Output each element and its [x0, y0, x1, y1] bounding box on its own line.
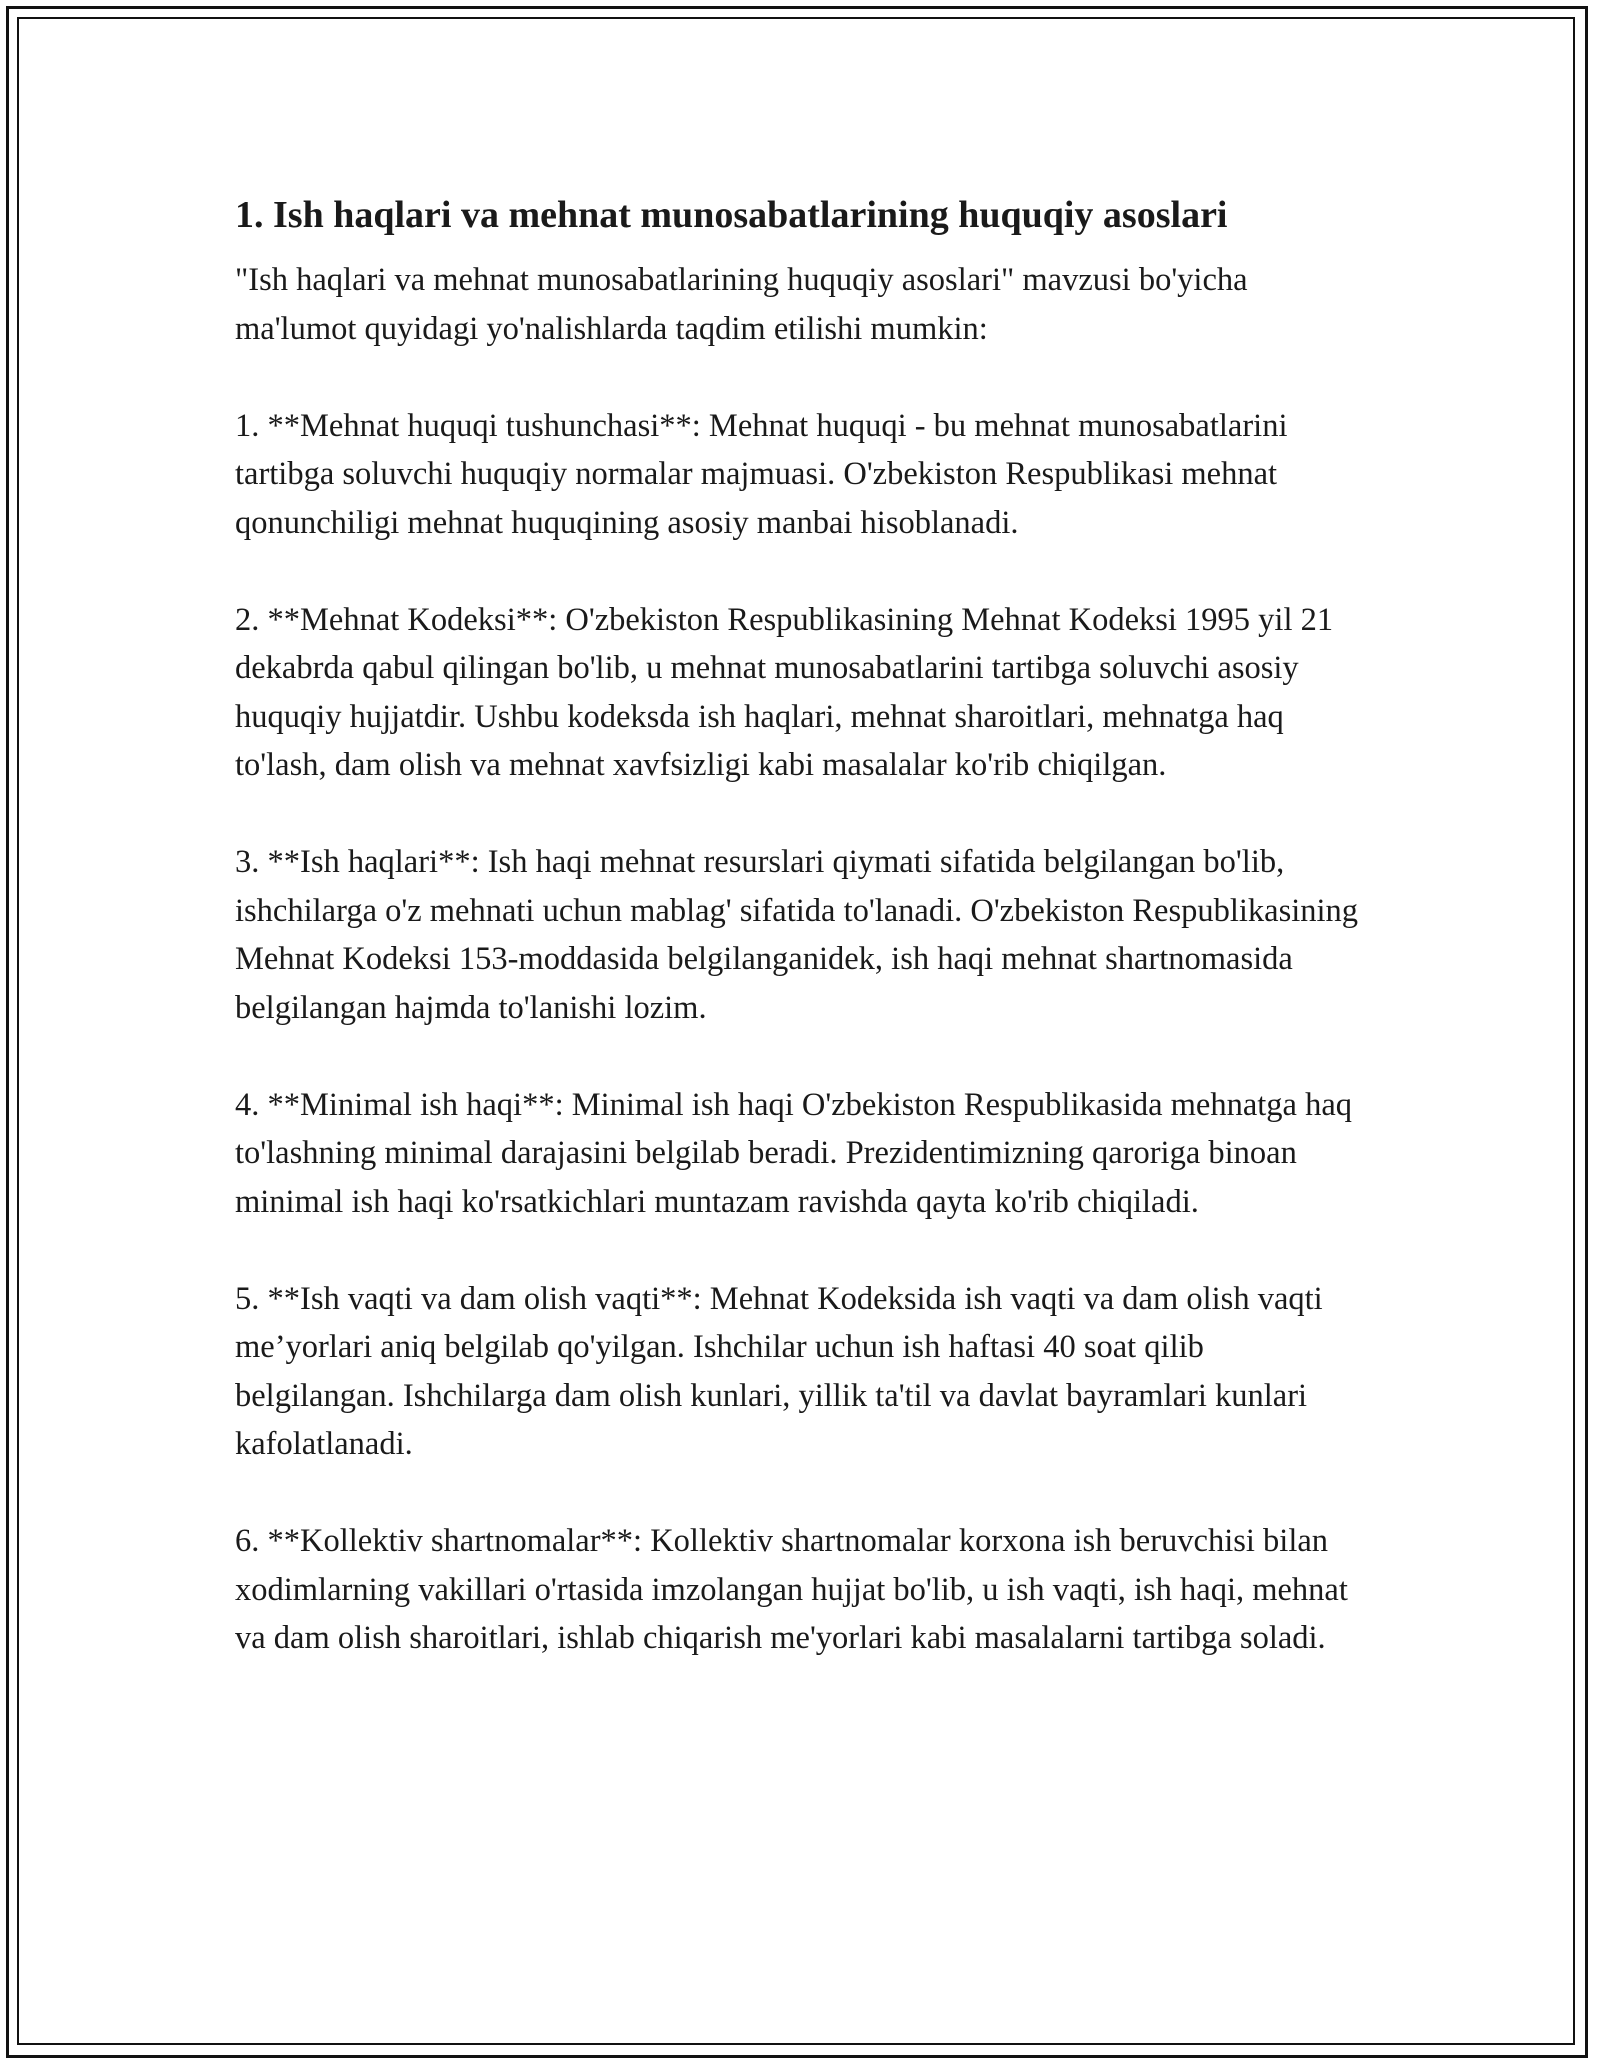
document-heading: 1. Ish haqlari va mehnat munosabatlarining huquqiy asoslari	[235, 194, 1228, 236]
paragraph-3: 3. **Ish haqlari**: Ish haqi mehnat resurslari qiymati sifatida belgilangan bo'lib, ishchilarga o'z mehnati uchun mablag' sifatida to'lanadi. O'zbekiston Respublikasining Mehnat Kodeksi 153-moddasida belgilanganidek, ish haqi mehnat shartnomasida belgilangan hajmda to'lanishi lozim.	[235, 844, 1359, 1026]
paragraph-1: 1. **Mehnat huquqi tushunchasi**: Mehnat huquqi - bu mehnat munosabatlarini tartibga soluvchi huquqiy normalar majmuasi. O'zbekiston Respublikasi mehnat qonunchiligi mehnat huquqining asosiy manbai hisoblanadi.	[235, 407, 1288, 541]
paragraph-2: 2. **Mehnat Kodeksi**: O'zbekiston Respublikasining Mehnat Kodeksi 1995 yil 21 dekabrda qabul qilingan bo'lib, u mehnat munosabatlarini tartibga soluvchi asosiy huquqiy hujjatdir. Ushbu kodeksda ish haqlari, mehnat sharoitlari, mehnatga haq to'lash, dam olish va mehnat xavfsizligi kabi masalalar ko'rib chiqilgan.	[235, 601, 1334, 783]
paragraph-4: 4. **Minimal ish haqi**: Minimal ish haqi O'zbekiston Respublikasida mehnatga haq to'lashning minimal darajasini belgilab beradi. Prezidentimizning qaroriga binoan minimal ish haqi ko'rsatkichlari muntazam ravishda qayta ko'rib chiqiladi.	[235, 1086, 1353, 1220]
document-body	[235, 188, 1365, 1711]
paragraph-6: 6. **Kollektiv shartnomalar**: Kollektiv shartnomalar korxona ish beruvchisi bilan xodimlarning vakillari o'rtasida imzolangan hujjat bo'lib, u ish vaqti, ish haqi, mehnat va dam olish sharoitlari, ishlab chiqarish me'yorlari kabi masalalarni tartibga soladi.	[235, 1523, 1348, 1656]
paragraph-5: 5. **Ish vaqti va dam olish vaqti**: Mehnat Kodeksida ish vaqti va dam olish vaqti me’yorlari aniq belgilab qo'yilgan. Ishchilar uchun ish haftasi 40 soat qilib belgilangan. Ishchilarga dam olish kunlari, yillik ta'til va davlat bayramlari kunlari kafolatlanadi.	[235, 1280, 1323, 1462]
intro-paragraph: "Ish haqlari va mehnat munosabatlarining huquqiy asoslari" mavzusi bo'yicha ma'lumot quyidagi yo'nalishlarda taqdim etilishi mumkin:	[235, 262, 1248, 347]
